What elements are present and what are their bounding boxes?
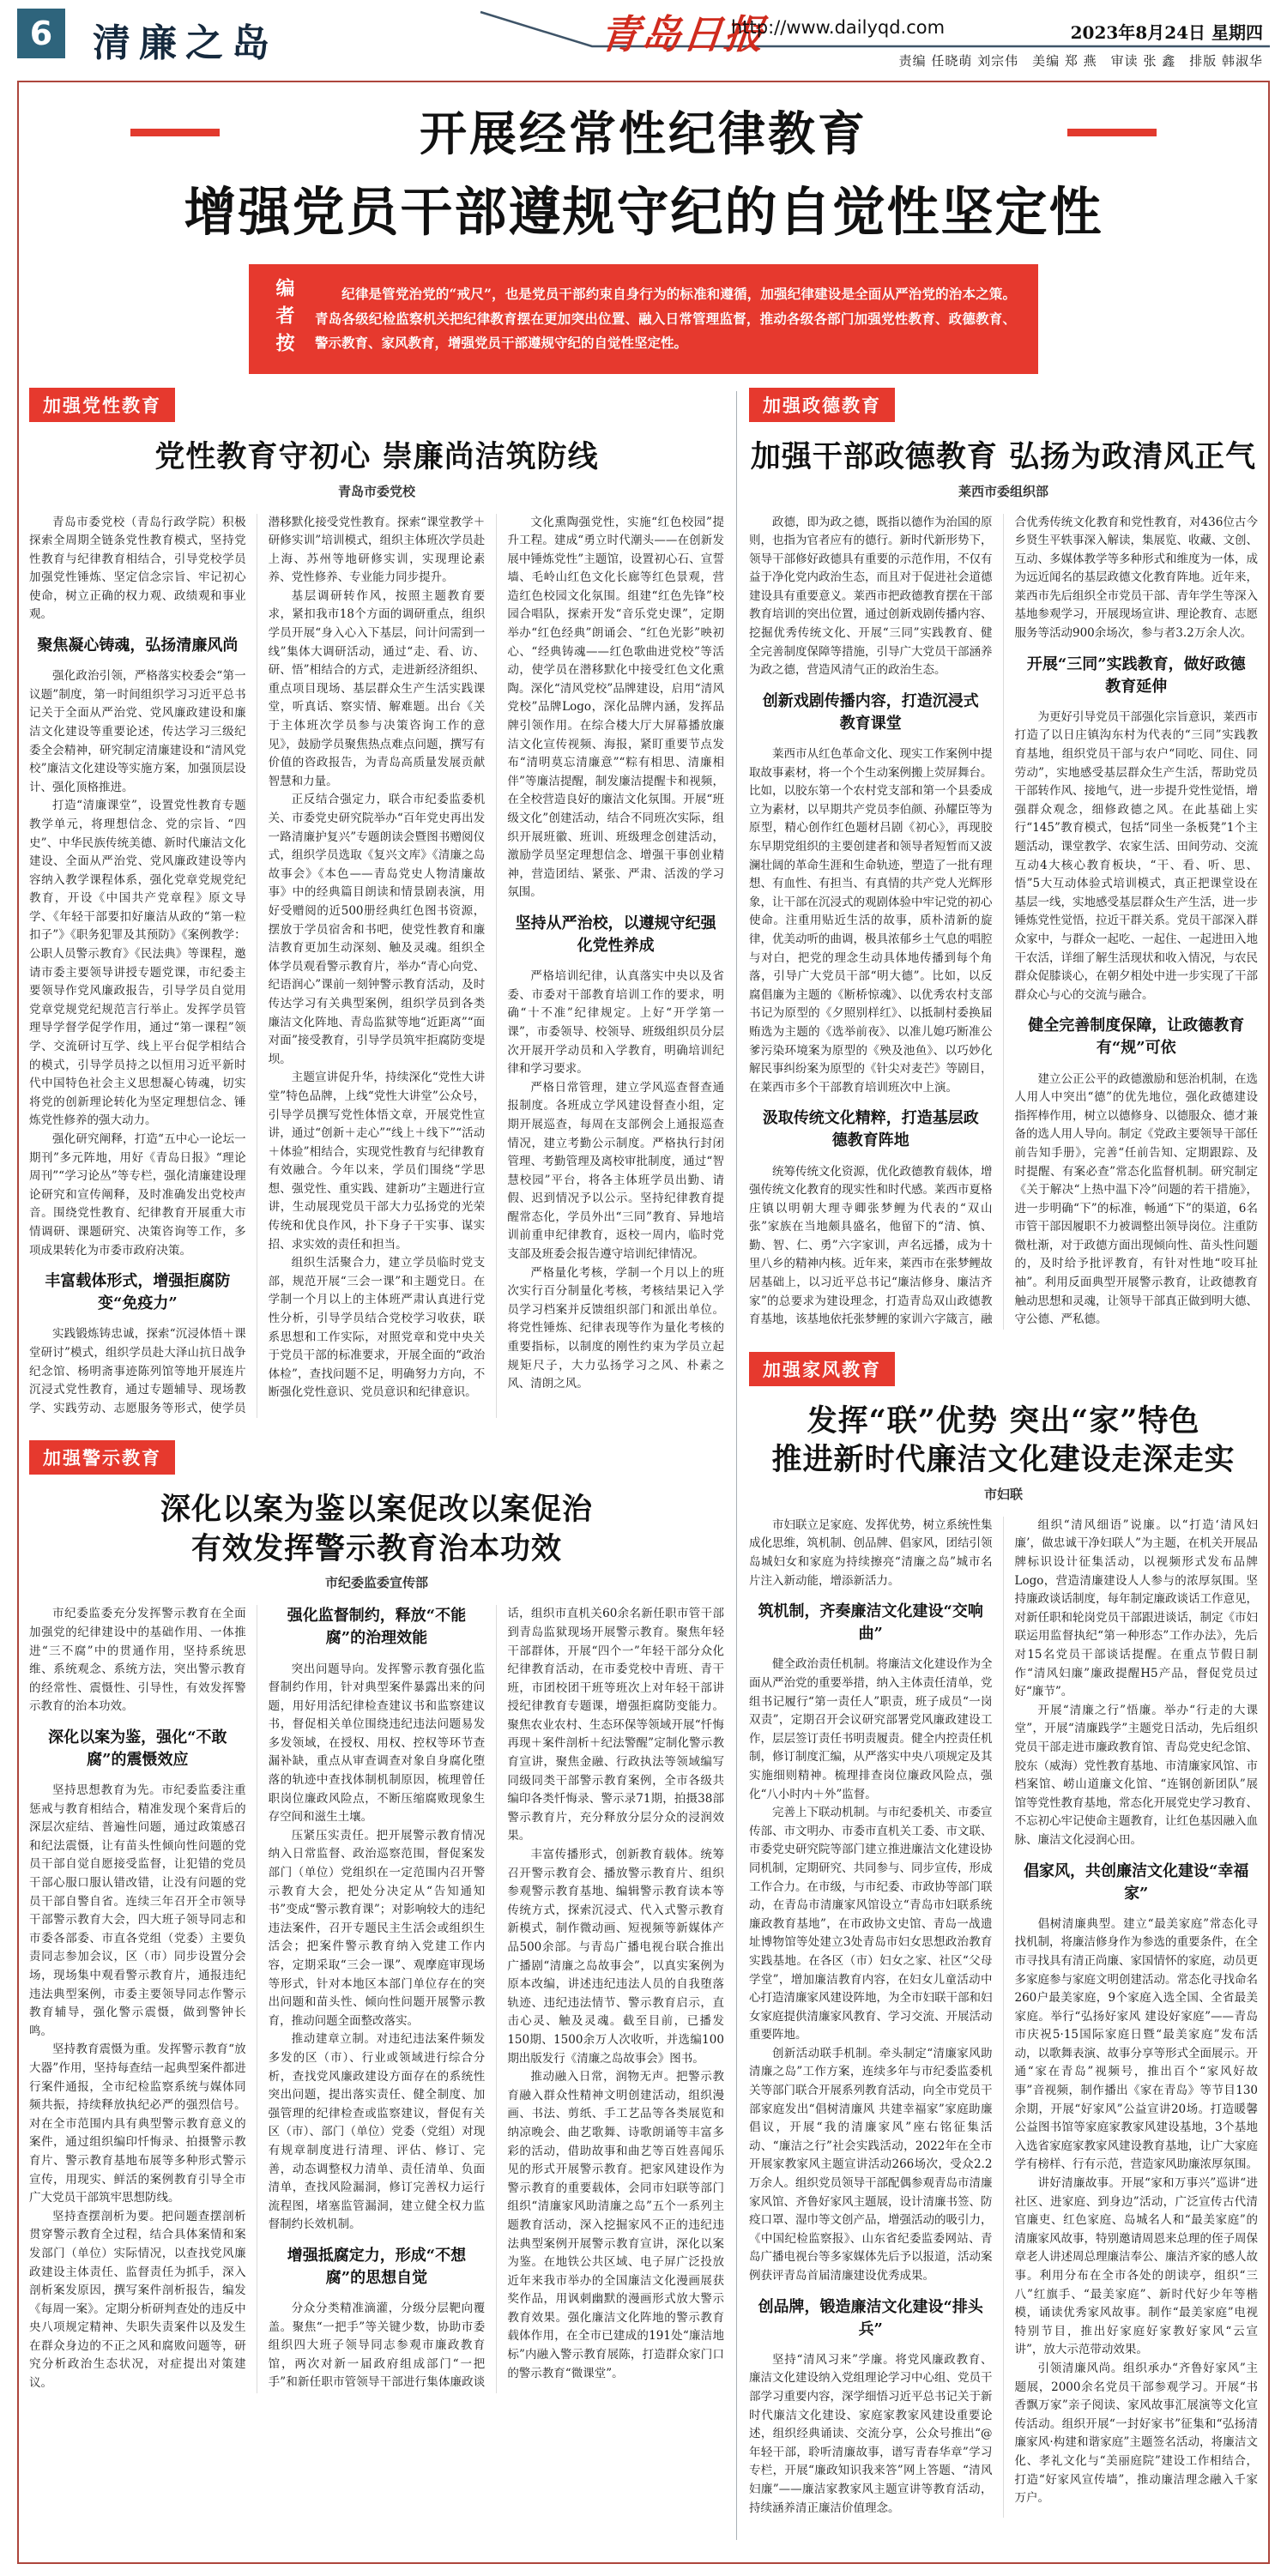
article-subhead: 增强抵腐定力，形成“不想腐”的思想自觉 [287, 2246, 467, 2287]
article-subhead: 开展“三同”实践教育，做好政德教育延伸 [1026, 655, 1246, 696]
right-column [749, 388, 1258, 2540]
article-paragraph: 主题宣讲促升华，持续深化“党性大讲堂”特色品牌，上线“党性大讲堂”公众号，引导学员撰写党性体悟文章，开展党性宣讲，通过“创新＋走心”“线上＋线下”“活动＋体验”相结合，实现党性教育与纪律教育有效融合。今年以来，学员们围绕“学思想、强党性、重实践、建新功”主题进行宣讲，生动展现党员干部大力弘扬党的光荣传统和优良作风，扑下身子干实事、谋实招、求实效的责任和担当。 [268, 1071, 486, 1252]
article-paragraph: 创新活动联手机制。牵头制定“清廉家风助清廉之岛”工作方案，连续多年与市纪委监委机关等部门联合开展系列教育活动，向全市党员干部家庭发出“倡树清廉风 共建幸福家”家庭助廉倡议，开展“我的清廉家风”座右铭征集活动、“廉洁之行”社会实践活动，2022年在全市开展家教家风主题宣讲活动266场次，受众2.2万余人。组织党员领导干部配偶参观青岛市清廉家风馆、齐鲁好家风主题展，设计清廉书签、防疫口罩、湿巾等文创产品，增强活动的吸引力，《中国纪检监察报》、山东省纪委监委网站、青岛广播电视台等多家媒体先后予以报道，活动案例获评青岛首届清廉建设优秀成果。 [749, 2046, 993, 2283]
section-label-family: 加强家风教育 [749, 1352, 895, 1386]
article-subhead: 创新戏剧传播内容，打造沉浸式教育课堂 [762, 691, 979, 733]
headline-dash-left [130, 129, 220, 136]
article-subhead: 丰富载体形式，增强拒腐防变“免疫力” [45, 1272, 231, 1313]
article-paragraph: 组织生活聚合力，建立学员临时党支部，规范开展“三会一课”和主题党日。在学制一个月以上的主体班严肃认真进行党性分析，引导学员结合党校学习收获，联系思想和工作实际，对照党章和党中央关于党员干部的标准要求，开展全面的“政治体检”，查找问题不足，明确努力方向，不断强化党性意识、党员意识和纪律意识。 [268, 1256, 486, 1400]
section-label-virtue: 加强政德教育 [749, 388, 895, 422]
masthead-date: 2023年8月24日 星期四 [1070, 22, 1263, 43]
article-family-tradition [749, 1352, 1258, 2518]
page-frame [17, 81, 1270, 2564]
article-paragraph: 丰富传播形式，创新教育载体。统筹召开警示教育会、播放警示教育片、组织参观警示教育基地、编辑警示教育读本等传统方式，探索沉浸式、代入式警示教育新模式，制作微动画、短视频等新媒体产品500余部。与青岛广播电视台联合推出广播剧“清廉之岛故事会”，以真实案例为原本改编，讲述违纪违法人员的自我堕落轨迹、违纪违法情节、警示教育启示，直击心灵、触及灵魂。截至目前，已播发150期、1500余万人次收听，并选编100期出版发行《清廉之岛故事会》图书。 [507, 1848, 724, 2066]
article-title-line2: 推进新时代廉洁文化建设走深走实 [771, 1442, 1236, 1478]
article-paragraph: 青岛市委党校（青岛行政学院）积极探索全周期全链条党性教育模式，坚持党性教育与纪律教育相结合，引导党校学员加强党性锤炼、坚定信念宗旨、牢记初心使命，树立正确的权力观、政绩观和事业观。 [29, 515, 246, 622]
editor-note [249, 264, 1038, 374]
masthead-logo: 青岛日报 [597, 11, 768, 57]
article-columns [29, 388, 1258, 2540]
byline-party-spirit: 青岛市委党校 [337, 483, 415, 499]
article-paragraph: 完善上下联动机制。与市纪委机关、市委宣传部、市文明办、市委市直机关工委、市文联、市委党史研究院等部门建立推进廉洁文化建设协同机制，定期研究、共同参与、同步宣传，形成工作合力。在市级，与市纪委、市政协等部门联动，在青岛市清廉家风馆设立“青岛市妇联系统廉政教育基地”，在市政协文史馆、青岛一战遗址博物馆等处建立3处青岛市妇女思想政治教育实践基地。在各区（市）妇女之家、社区“父母学堂”，增加廉洁教育内容，在妇女儿童活动中心打造清廉家风建设阵地，为全市妇联干部和妇女家庭提供清廉家风教育、学习交流、开展活动重要阵地。 [749, 1806, 993, 2042]
article-title-party-spirit [29, 437, 724, 477]
article-paragraph: 压紧压实责任。把开展警示教育情况纳入日常监督、政治巡察范围，督促案发部门（单位）党组织在一定范围内召开警示教育大会，把处分决定从“告知通知书”变成“警示教育课”；对影响较大的违纪违法案件，召开专题民主生活会或组织生活会；把案件警示教育纳入党建工作内容，定期采取“三会一课”、观摩庭审现场等形式，针对本地区本部门单位存在的突出问题和苗头性、倾向性问题开展警示教育，推动问题全面整改落实。 [268, 1828, 486, 2028]
article-title-line1: 党性教育守初心 崇廉尚洁筑防线 [154, 439, 599, 474]
article-paragraph: 严格量化考核，学制一个月以上的班次实行百分制量化考核，考核结果记入学员学习档案并反馈组织部门和派出单位。将党性锤炼、纪律表现等作为量化考核的重要指标，以制度的刚性约束为学员立起规矩尺子，大力弘扬学习之风、朴素之风、清朗之风。 [507, 1265, 724, 1391]
article-title-line1: 发挥“联”优势 突出“家”特色 [807, 1403, 1200, 1439]
article-paragraph: 文化熏陶强党性，实施“红色校园”提升工程。建成“勇立时代潮头——在创新发展中锤炼党性”主题馆，设置初心石、宣誓墙、毛岭山红色文化长廊等红色景观，营造红色校园文化氛围。组建“红色先锋”校园合唱队，探索开发“音乐党史课”，定期举办“红色经典”朗诵会、“红色光影”映初心、“经典铸魂——红色歌曲进党校”等活动，使学员在潜移默化中接受红色文化熏陶。深化“清风党校”品牌建设，启用“清风党校”品牌Logo，深化品牌内涵，发挥品牌引领作用。在综合楼大厅大屏幕播放廉洁文化宣传视频、海报，紧盯重要节点发布“清明莫忘清廉意”“粽有相思、清廉相伴”等廉洁提醒，制发廉洁提醒卡和视频，在全校营造良好的廉洁文化氛围。开展“班级文化”创建活动，结合不同班次实际，组织开展班徽、班训、班级理念创建活动，激励学员坚定理想信念、增强干事创业精神，营造团结、紧张、严肃、活泼的学习氛围。 [507, 515, 724, 900]
article-paragraph: 讲好清廉故事。开展“家和万事兴”巡讲“进社区、进家庭、到身边”活动，广泛宣传古代清官廉吏、红色家庭、岛城名人和“最美家庭”的清廉家风故事，特别邀请周恩来总理的侄子周保章老人讲述周总理廉洁奉公、廉洁齐家的感人故事。利用分布在全市各处的朗读亭，组织“三八”红旗手、“最美家庭”、新时代好少年等楷模，诵读优秀家风故事。制作“最美家庭”电视特别节目，推出好家庭好家教好家风“云宣讲”，放大示范带动效果。 [1014, 2176, 1258, 2357]
byline-virtue: 莱西市委组织部 [958, 483, 1048, 499]
article-paragraph: 坚持教育震慑为重。发挥警示教育“放大器”作用，坚持每查结一起典型案件都进行案件通报，全市纪检监察系统与媒体同频共振，持续释放执纪必严的强烈信号。对在全市范围内具有典型警示教育意义的案件，通过组织编印忏悔录、拍摄警示教育片、警示教育基地布展等多种形式警示宣传，用现实、鲜活的案例教育引导全市广大党员干部筑牢思想防线。 [29, 2042, 246, 2205]
section-label-party-spirit: 加强党性教育 [29, 388, 175, 422]
section-name: 清廉之岛 [93, 21, 278, 65]
article-paragraph: 严格培训纪律，认真落实中央以及省委、市委对干部教育培训工作的要求，明确“十不准”纪律规定。上好“开学第一课”，市委领导、校领导、班级组织员分层次开展开学动员和入学教育，明确培训纪律和学习要求。 [507, 969, 724, 1077]
masthead-credits: 责编 任晓萌 刘宗伟 美编 郑 燕 审读 张 鑫 排版 韩淑华 [898, 53, 1263, 69]
article-subhead: 创品牌，锻造廉洁文化建设“排头兵” [758, 2297, 983, 2338]
article-paragraph: 推动建章立制。对违纪违法案件频发多发的区（市）、行业或领域进行综合分析，查找党风廉政建设方面存在的系统性突出问题，提出落实责任、健全制度、加强管理的纪律检查或监察建议，督促有关区（市）、部门（单位）党委（党组）对现有规章制度进行清理、评估、修订、完善，动态调整权力清单、责任清单、负面清单，查找风险漏洞，修订完善权力运行流程图，堵塞监管漏洞，建立健全权力监督制约长效机制。 [268, 2032, 486, 2232]
page-number: 6 [17, 9, 65, 58]
editor-note-text [315, 282, 1016, 356]
byline-warning: 市纪委监委宣传部 [324, 1575, 428, 1591]
article-subhead: 倡家风，共创廉洁文化建设“幸福家” [1024, 1861, 1249, 1903]
article-paragraph: 严格日常管理，建立学风巡查督查通报制度。各班成立学风建设督查小组，定期开展巡查，每周在支部例会上通报巡查情况，建立考勤公示制度。严格执行封闭管理、考勤管理及离校审批制度，通过“智慧校园”平台，将各主体班学员出勤、请假、迟到情况予以公示。坚持纪律教育提醒常态化，学员外出“三同”教育、异地培训前重申纪律教育，返校一周内，临时党支部及班委会报告遵守培训纪律情况。 [507, 1080, 724, 1262]
article-paragraph: 推动融入日常，润物无声。把警示教育融入群众性精神文明创建活动，组织漫画、书法、剪纸、手工艺品等各类展览和纳凉晚会、曲艺歌舞、诗歌朗诵等丰富多彩的活动，借助故事和曲艺等百姓喜闻乐见的形式开展警示教育。把家风建设作为警示教育的重要载体，会同市妇联等部门组织“清廉家风助清廉之岛”五个一系列主题教育活动，深入挖掘家风不正的违纪违法典型案例开展警示教育宣讲，深化以案为鉴。在地铁公共区域、电子屏广泛投放近年来我市举办的全国廉洁文化漫画展获奖作品，用讽刺幽默的漫画形式放大警示教育效果。强化廉洁文化阵地的警示教育载体作用，在全市已建成的191处“廉洁地标”内融入警示教育展陈，打造群众家门口的警示教育“微课堂”。 [507, 2070, 724, 2380]
article-paragraph: 突出问题导向。发挥警示教育强化监督制约作用，针对典型案件暴露出来的问题，用好用活纪律检查建议书和监察建议书，督促相关单位围绕违纪违法问题易发多发领域，在授权、用权、控权等环节查漏补缺，重点从审查调查对象自身腐化堕落的轨迹中查找体制机制原因，梳理曾任职岗位廉政风险点，不断压缩腐败现象生存空间和滋生土壤。 [268, 1662, 486, 1825]
headline-dash-right [1067, 129, 1157, 136]
article-political-virtue [749, 388, 1258, 1330]
article-paragraph: 为更好引导党员干部强化宗旨意识，莱西市打造了以日庄镇沟东村为代表的“三同”实践教育基地，组织党员干部与农户“同吃、同住、同劳动”，实地感受基层群众生产生活，帮助党员干部转作风、接地气，进一步提升党性觉悟，增强群众观念，细修政德之风。在此基础上实行“145”教育模式，包括“同坐一条板凳”1个主题活动，课堂教学、农家生活、田间劳动、交流互动4大核心教育板块，“干、看、听、思、悟”5大互动体验式培训模式，真正把课堂设在基层一线，实地感受基层群众生产生活，进一步锤炼党性觉悟，拉近干群关系。党员干部深入群众家中，与群众一起吃、一起住、一起进田入地干农活，详细了解生活现状和收入情况，与农民群众促膝谈心，在朝夕相处中进一步实现了干部群众心与心的交流与融合。 [1014, 709, 1258, 1002]
article-paragraph: 强化政治引领，严格落实校委会“第一议题”制度，第一时间组织学习习近平总书记关于全面从严治党、党风廉政建设和廉洁文化建设等重要论述，传达学习三级纪委全会精神，研究制定清廉建设和“清风党校”廉洁文化建设等实施方案，加强顶层设计、强化顶格推进。 [29, 669, 246, 794]
article-paragraph: 坚持“清风习来”学廉。将党风廉政教育、廉洁文化建设纳入党组理论学习中心组、党员干部学习重要内容，深学细悟习近平总书记关于新时代廉洁文化建设、家庭家教家风建设重要论述，组织经典诵读、交流分享，公众号推出“@年轻干部，聆听清廉故事，谱写青春华章”学习专栏，开展“廉政知识我来答”网上答题、“清风妇廉”——廉洁家教家风主题宣讲等教育活动，持续涵养清正廉洁价值理念。 [749, 2352, 993, 2515]
article-paragraph: 强化研究阐释，打造“五中心一论坛一期刊”多元阵地，用好《青岛日报》“理论周刊”“学习论丛”等专栏，强化清廉建设理论研究和宣传阐释，及时准确发出党校声音。围绕党性教育、纪律教育开展重大市情调研、课题研究、决策咨询等工作，多项成果转化为市委市政府决策。 [29, 1132, 246, 1258]
article-paragraph: 市纪委监委充分发挥警示教育在全面加强党的纪律建设中的基础作用、一体推进“三不腐”中的贯通作用，坚持系统思维、系统观念、系统方法，突出警示教育的经常性、震慑性、引导性，有效发挥警示教育的治本功效。 [29, 1607, 246, 1714]
lead-headline-line1: 开展经常性纪律教育 [419, 106, 867, 161]
article-paragraph: 统筹传统文化资源，优化政德教育载体，增强传统文化教育的现实性和时代感。莱西市夏格庄镇以明朝大理寺卿张梦鲤为代表的“双山张”家族在当地颇具盛名，他留下的“清、慎、勤、智、仁、勇”六字家训，声名远播，成为十里八乡的精神内核。近年来，莱西市在张梦鲤故居基础上，以习近平总书记“廉洁修身、廉洁齐家”的总要求为建设理念，打造青岛双山政德教育基地，该基地依托张梦鲤的家训六字箴言，融合优秀传统文化教育和党性教育，对436位古今乡贤生平轶事深入解读，集展览、收藏、文创、互动、多媒体教学等多种形式和维度为一体，成为远近闻名的基层政德文化教育阵地。近年来，莱西市先后组织全市党员干部、青年学生等深入基地参观学习，开展现场宣讲、理论教育、志愿服务等活动900余场次，参与者3.2万余人次。 [749, 515, 1258, 1327]
article-warning-education [29, 1440, 724, 2392]
article-title-line1: 加强干部政德教育 弘扬为政清风正气 [750, 439, 1257, 474]
article-party-spirit [29, 388, 724, 1418]
lead-headline-block [29, 91, 1258, 245]
article-subhead: 汲取传统文化精粹，打造基层政德教育阵地 [762, 1109, 979, 1150]
article-title-warning [29, 1490, 724, 1568]
article-paragraph: 坚持思想教育为先。市纪委监委注重惩戒与教育相结合，精准发现个案背后的深层次症结、普遍性问题，通过政策感召和纪法震慑，让有苗头性倾向性问题的党员干部自觉自愿接受监督，让犯错的党员干部心服口服认错改错，让没有问题的党员干部自警自省。连续三年召开全市领导干部警示教育大会，四大班子领导同志和市委各部委、市直各党组（党委）主要负责同志参加会议，区（市）同步设置分会场，现场集中观看警示教育片，通报违纪违法典型案例，市委主要领导同志作警示教育辅导，强化警示震慑，做到警钟长鸣。 [29, 1783, 246, 2038]
article-paragraph: 基层调研转作风，按照主题教育要求，紧扣我市18个方面的调研重点，组织学员开展“身入心入下基层，问计问需到一线”集体大调研活动，通过“走、看、访、研、悟”相结合的方式，走进新经济组织、重点项目现场、基层群众生产生活实践课堂，听真话、察实情、解难题。出台《关于主体班次学员参与决策咨询工作的意见》，鼓励学员聚焦热点难点问题，撰写有价值的咨政报告，为青岛高质量发展贡献智慧和力量。 [268, 588, 486, 788]
article-title-family [749, 1402, 1258, 1480]
article-subhead: 聚焦凝心铸魂，弘扬清廉风尚 [37, 636, 239, 655]
masthead-url: http://www.dailyqd.com [731, 17, 946, 38]
article-title-line1: 深化以案为鉴以案促改以案促治 [160, 1492, 593, 1528]
editor-note-label: 编者按 [273, 278, 295, 360]
masthead [0, 0, 1287, 81]
article-subhead: 坚持从严治校，以遵规守纪强化党性养成 [515, 914, 716, 956]
article-paragraph: 健全政治责任机制。将廉洁文化建设作为全面从严治党的重要举措，纳入主体责任清单，党组书记履行“第一责任人”职责，班子成员“一岗双责”，定期召开会议研究部署党风廉政建设工作，层层签订责任书明责履责。健全内控责任机制，修订制度汇编，从严落实中央八项规定及其实施细则精神。梳理排查岗位廉政风险点，强化“八小时内＋外”监督。 [749, 1657, 993, 1801]
article-paragraph: 倡树清廉典型。建立“最美家庭”常态化寻找机制，将廉洁修身作为参选的重要条件，在全市寻找具有清正尚廉、家国情怀的家庭，动员更多家庭参与家庭文明创建活动。常态化寻找命名260户最美家庭，9个家庭入选全国、全省最美家庭。举行“弘扬好家风 建设好家庭”——青岛市庆祝5·15国际家庭日暨“最美家庭”发布活动，以歌舞表演、故事分享等形式全面展示。开通“家在青岛”视频号，推出百个“家风好故事”音视频，制作播出《家在青岛》等节目130余期，开展“好家风”公益宣讲20场。打造暖馨公益图书馆等家庭家教家风建设基地，3个基地入选省家庭家教家风建设教育基地，让广大家庭学有榜样、行有示范，营造家风助廉浓厚氛围。 [1014, 1916, 1258, 2172]
article-paragraph: 打造“清廉课堂”，设置党性教育专题教学单元，将理想信念、党的宗旨、“四史”、中华民族传统美德、新时代廉洁文化建设、全面从严治党、党风廉政建设等内容纳入教学课程体系，强化党章党规党纪教育，开设《中国共产党章程》原文导学、《年轻干部要扣好廉洁从政的“第一粒扣子”》《职务犯罪及其预防》《案例教学：公职人员警示教育》《民法典》等课程，邀请市委主要领导讲授专题党课，市纪委主要领导作党风廉政报告，引导学员自觉用党章党规党纪规范言行举止。发挥学员管理导学督学促学作用，通过“第一课程”领学、交流研讨互学、线上平台促学相结合的模式，引导学员持之以恒用习近平新时代中国特色社会主义思想凝心铸魂，切实将党的创新理论转化为坚定理想信念、锤炼党性修养的强大动力。 [29, 799, 246, 1128]
section-label-warning: 加强警示教育 [29, 1440, 175, 1475]
left-column [29, 388, 724, 2540]
byline-family: 市妇联 [983, 1486, 1023, 1502]
article-paragraph: 开展“清廉之行”悟廉。举办“行走的大课堂”，开展“清廉践学”主题党日活动，先后组织党员干部走进市廉政教育馆、青岛党史纪念馆、胶东（威海）党性教育基地、市清廉家风馆、市档案馆、崂山道廉文化馆、“连钢创新团队”展馆等党性教育基地，常态化开展党史学习教育、不忘初心牢记使命主题教育，让红色基因融入血脉、廉洁文化浸润心田。 [1014, 1703, 1258, 1847]
article-body-virtue [749, 514, 1258, 1330]
article-paragraph: 正反结合强定力，联合市纪委监委机关、市委党史研究院举办“百年党史再出发 一路清廉护复兴”专题朗读会暨图书赠阅仪式，组织学员选取《复兴文库》《清廉之岛故事会》《本色——青岛党史人物清廉故事》中的经典篇目朗读和情景剧表演，用好受赠阅的近500册经典红色图书资源，摆放于学员宿舍和书吧，使党性教育和廉洁教育更加生动深刻、触及灵魂。组织全体学员观看警示教育片，举办“青心向党、纪语润心”课前一刻钟警示教育活动，及时传达学习有关典型案例，组织学员到各类廉洁文化阵地、青岛监狱等地“近距离”“面对面”接受教育，引导学员筑牢拒腐防变堤坝。 [268, 793, 486, 1066]
article-paragraph: 坚持查摆剖析为要。把问题查摆剖析贯穿警示教育全过程，结合具体案情和案发部门（单位）实际情况，以查找党风廉政建设主体责任、监督责任为抓手，深入剖析案发原因，撰写案件剖析报告，编发《每周一案》。定期分析研判查处的违反中央八项规定精神、失职失责案件以及发生在群众身边的不正之风和腐败问题等，研究分析政治生态状况，对症提出对策建议。 [29, 2209, 246, 2391]
article-body-family [749, 1517, 1258, 2518]
article-subhead: 深化以案为鉴，强化“不敢腐”的震慑效应 [48, 1728, 227, 1769]
article-subhead: 筑机制，齐奏廉洁文化建设“交响曲” [758, 1602, 983, 1644]
article-paragraph: 政德，即为政之德，既指以德作为治国的原则，也指为官者应有的德行。新时代新形势下，领导干部修好政德具有重要的示范作用，不仅有益于净化党内政治生态，而且对于促进社会道德建设具有重要意义。莱西市把政德教育摆在干部教育培训的突出位置，通过创新戏剧传播内容、挖掘优秀传统文化、开展“三同”实践教育、健全完善制度保障等措施，引导广大党员干部涵养为政之德，营造风清气正的政治生态。 [749, 515, 993, 678]
article-paragraph: 市妇联立足家庭、发挥优势，树立系统性集成化思维，筑机制、创品牌、倡家风，团结引领岛城妇女和家庭为持续擦亮“清廉之岛”城市名片注入新动能，增添新活力。 [749, 1517, 993, 1588]
editor-note-body: 纪律是管党治党的“戒尺”，也是党员干部约束自身行为的标准和遵循，加强纪律建设是全面从严治党的治本之策。青岛各级纪检监察机关把纪律教育摆在更加突出位置、融入日常管理监督，推动各级各部门加强党性教育、政德教育、警示教育、家风教育，增强党员干部遵规守纪的自觉性坚定性。 [315, 285, 1016, 352]
article-paragraph: 莱西市从红色革命文化、现实工作案例中提取故事素材，将一个个生动案例搬上荧屏舞台。比如，以胶东第一个农村党支部和第一个县委成立为素材，以早期共产党员李伯颜、孙耀臣等为原型，精心创作红色题材吕剧《初心》，再现胶东早期党组织的主要创建者和领导者短暂而又波澜壮阔的革命生涯和生命轨迹，塑造了一批有理想、有血性、有担当、有真情的共产党人光辉形象，让干部在沉浸式的观剧体验中牢记党的初心使命。注重用贴近生活的故事，质朴清新的旋律，优美动听的曲调，极具浓郁乡土气息的唱腔与对白，把党的理念生动具体地传播到每个角落，引导广大党员干部“明大德”。比如，以反腐倡廉为主题的《断桥惊魂》、以优秀农村支部书记为原型的《夕照别样红》、以抵制村委换届贿选为主题的《选举前夜》、以准儿媳巧断准公爹污染环境案为原型的《殃及池鱼》、以巧妙化解民事纠纷案为原型的《针尖对麦芒》等剧目，在莱西市多个干部教育培训班次中上演。 [749, 747, 993, 1095]
article-title-line2: 有效发挥警示教育治本功效 [190, 1530, 562, 1566]
article-title-virtue [749, 437, 1258, 477]
lead-headline-line2: 增强党员干部遵规守纪的自觉性坚定性 [184, 182, 1103, 243]
article-paragraph: 建立公正公平的政德激励和惩治机制，在选人用人中突出“德”的优先地位，强化政德建设指挥棒作用，树立以德修身、以德服众、德才兼备的选人用人导向。制定《党政主要领导干部任前告知手册》，完善“任前告知、定期跟踪、及时提醒、有案必查”常态化监督机制。研究制定《关于解决“上热中温下冷”问题的若干措施》，进一步明确“下”的标准，畅通“下”的渠道，6名市管干部因履职不力被调整出领导岗位。注重防微杜渐，对于政德方面出现倾向性、苗头性问题的，及时给予批评教育，有针对性地“咬耳扯袖”。利用反面典型开展警示教育，让政德教育触动思想和灵魂，让领导干部真正做到明大德、守公德、严私德。 [1014, 1071, 1258, 1327]
article-body-warning [29, 1605, 724, 2392]
article-paragraph: 实践锻炼铸忠诚，探索“沉浸体悟＋课堂研讨”模式，组织学员赴大泽山抗日战争纪念馆、杨明斋事迹陈列馆等地开展连片沉浸式党性教育，通过专题辅导、现场教学、实践劳动、志愿服务等形式，使学员潜移默化接受党性教育。探索“课堂教学＋研修实训”培训模式，组织主体班次学员赴上海、苏州等地研修实训，实现理论素养、党性修养、专业能力同步提升。 [29, 515, 486, 1415]
article-paragraph: 引领清廉风尚。组织承办“齐鲁好家风”主题展，2000余名党员干部参观学习。开展“书香飘万家”亲子阅读、家风故事汇展演等文化宣传活动。组织开展“一封好家书”征集和“弘扬清廉家风·构建和谐家庭”主题签名活动，将廉洁文化、孝礼文化与“美丽庭院”建设工作相结合，打造“好家风宣传墙”，推动廉洁理念融入千家万户。 [1014, 2361, 1258, 2506]
article-subhead: 健全完善制度保障，让政德教育有“规”可依 [1028, 1017, 1245, 1058]
article-subhead: 强化监督制约，释放“不能腐”的治理效能 [287, 1607, 467, 1648]
article-paragraph: 分众分类精准滴灌，分级分层靶向覆盖。聚焦“一把手”等关键少数，协助市委组织四大班子领导同志参观市廉政教育馆，两次对新一届政府组成部门“一把手”和新任职市管领导干部进行集体廉政谈话，组织市直机关60余名新任职市管干部到青岛监狱现场开展警示教育。聚焦年轻干部群体，开展“四个一”年轻干部分众化纪律教育活动，在市委党校中青班、青干班，市团校团干班等班次上对年轻干部讲授纪律教育专题课，增强拒腐防变能力。聚焦农业农村、生态环保等领域开展“忏悔再现＋案件剖析＋纪法警醒”定制化警示教育宣讲，聚焦金融、行政执法等领域编写同级同类干部警示教育案例，全市各级共编印各类忏悔录、警示录71期，拍摄38部警示教育片，充分释放分层分众的浸润效果。 [268, 1607, 724, 2390]
center-divider-rule [736, 391, 737, 2540]
article-paragraph: 组织“清风细语”说廉。以“打造‘清风妇廉’，做忠诚干净妇联人”为主题，在机关开展品牌标识设计征集活动，以视频形式发布品牌Logo，营造清廉建设人人参与的浓厚氛围。坚持廉政谈话制度，每年制定廉政谈话工作意见，对新任职和轮岗党员干部跟进谈话，制定《市妇联运用监督执纪“第一种形态”工作办法》，先后对15名党员干部谈话提醒。在重点节假日制作“清风妇廉”廉政提醒H5产品，督促党员过好“廉节”。 [1014, 1517, 1258, 1699]
article-body-party-spirit [29, 514, 724, 1419]
